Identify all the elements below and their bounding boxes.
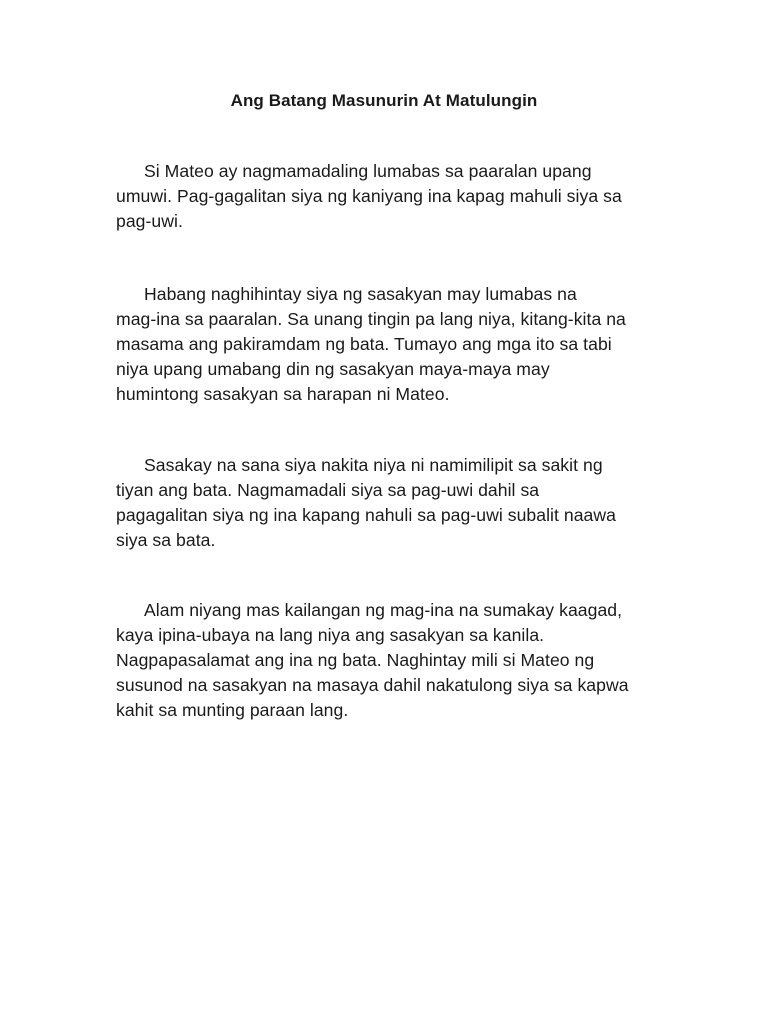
paragraph-line: umuwi. Pag-gagalitan siya ng kaniyang ina kapag mahuli siya sa: [116, 186, 622, 206]
paragraph-line: pagagalitan siya ng ina kapang nahuli sa pag-uwi subalit naawa: [116, 505, 616, 525]
paragraph-4: [116, 598, 676, 723]
paragraph-line: Alam niyang mas kailangan ng mag-ina na sumakay kaagad,: [144, 600, 623, 620]
paragraph-line: masama ang pakiramdam ng bata. Tumayo ang mga ito sa tabi: [116, 334, 612, 354]
paragraph-3: [116, 453, 676, 553]
document-title: Ang Batang Masunurin At Matulungin: [230, 91, 538, 110]
paragraph-line: kahit sa munting paraan lang.: [116, 700, 349, 720]
paragraph-line: susunod na sasakyan na masaya dahil nakatulong siya sa kapwa: [116, 675, 629, 695]
paragraph-line: tiyan ang bata. Nagmamadali siya sa pag-uwi dahil sa: [116, 480, 540, 500]
paragraph-2: [116, 282, 676, 407]
paragraph-line: kaya ipina-ubaya na lang niya ang sasakyan sa kanila.: [116, 625, 545, 645]
paragraph-line: pag-uwi.: [116, 211, 183, 231]
paragraph-line: niya upang umabang din ng sasakyan maya-maya may: [116, 359, 550, 379]
paragraph-line: Si Mateo ay nagmamadaling lumabas sa paaralan upang: [144, 161, 592, 181]
paragraph-line: mag-ina sa paaralan. Sa unang tingin pa lang niya, kitang-kita na: [116, 309, 626, 329]
paragraph-line: siya sa bata.: [116, 530, 216, 550]
paragraph-1: [116, 159, 676, 234]
paragraph-line: Sasakay na sana siya nakita niya ni namimilipit sa sakit ng: [144, 455, 603, 475]
paragraph-line: humintong sasakyan sa harapan ni Mateo.: [116, 384, 450, 404]
paragraph-line: Habang naghihintay siya ng sasakyan may lumabas na: [144, 284, 577, 304]
paragraph-line: Nagpapasalamat ang ina ng bata. Naghintay mili si Mateo ng: [116, 650, 595, 670]
